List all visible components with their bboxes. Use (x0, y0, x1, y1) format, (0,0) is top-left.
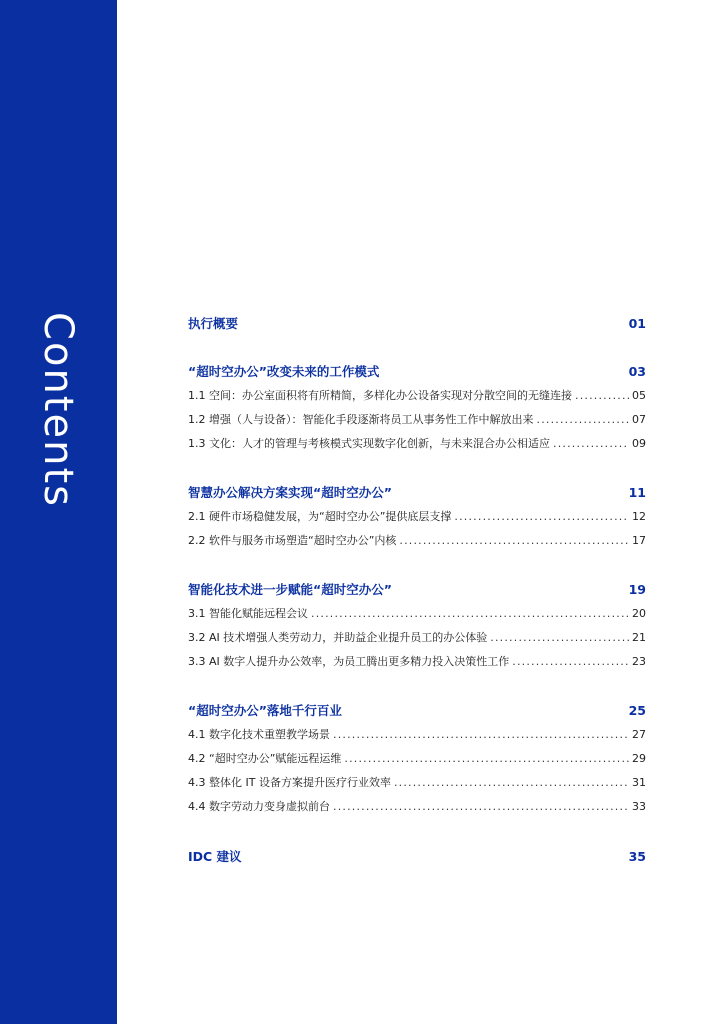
toc-page-number: 12 (632, 510, 646, 523)
toc-page-number: 33 (632, 800, 646, 813)
toc-section-1[interactable] (188, 362, 646, 380)
toc-item-4-3[interactable] (188, 774, 646, 790)
toc-item-1-3[interactable] (188, 435, 646, 451)
toc-section-title: 智能化技术进一步赋能“超时空办公” (188, 582, 392, 597)
toc-item-title: 4.3 整体化 IT 设备方案提升医疗行业效率 (188, 776, 391, 789)
toc-section-2[interactable] (188, 483, 646, 501)
toc-leader-dots (394, 776, 629, 789)
toc-page-number: 19 (628, 582, 646, 597)
toc-item-1-1[interactable] (188, 387, 646, 403)
sidebar-band (0, 0, 117, 1024)
toc-page-number: 07 (632, 413, 646, 426)
toc-item-3-3[interactable] (188, 653, 646, 669)
toc-leader-dots (537, 413, 630, 426)
toc-page-number: 21 (632, 631, 646, 644)
toc-page-number: 11 (628, 485, 646, 500)
toc-item-2-1[interactable] (188, 508, 646, 524)
toc-page-number: 29 (632, 752, 646, 765)
toc-item-title: 4.1 数字化技术重塑教学场景 (188, 728, 330, 741)
toc-page-number: 23 (632, 655, 646, 668)
toc-item-title: 1.1 空间：办公室面积将有所精简，多样化办公设备实现对分散空间的无缝连接 (188, 389, 572, 402)
toc-page-number: 31 (632, 776, 646, 789)
toc-section-title: 执行概要 (188, 316, 239, 331)
toc-leader-dots (333, 728, 629, 741)
toc-leader-dots (399, 534, 629, 547)
toc-item-title: 3.2 AI 技术增强人类劳动力，并助益企业提升员工的办公体验 (188, 631, 488, 644)
toc-section-0[interactable] (188, 314, 646, 332)
toc-page-number: 03 (628, 364, 646, 379)
toc-leader-dots (454, 510, 629, 523)
toc-page-number: 05 (632, 389, 646, 402)
contents-title: Contents (35, 312, 81, 508)
toc-section-3[interactable] (188, 580, 646, 598)
toc-section-5[interactable] (188, 847, 646, 865)
toc-item-title: 3.1 智能化赋能远程会议 (188, 607, 308, 620)
toc-page-number: 09 (632, 437, 646, 450)
toc-section-title: “超时空办公”改变未来的工作模式 (188, 364, 380, 379)
table-of-contents (188, 0, 646, 1024)
toc-leader-dots (333, 800, 629, 813)
toc-page-number: 20 (632, 607, 646, 620)
toc-page-number: 35 (628, 849, 646, 864)
toc-item-3-1[interactable] (188, 605, 646, 621)
toc-item-title: 3.3 AI 数字人提升办公效率，为员工腾出更多精力投入决策性工作 (188, 655, 510, 668)
toc-item-3-2[interactable] (188, 629, 646, 645)
toc-item-title: 1.2 增强（人与设备）：智能化手段逐渐将员工从事务性工作中解放出来 (188, 413, 534, 426)
toc-item-4-1[interactable] (188, 726, 646, 742)
toc-section-title: “超时空办公”落地千行百业 (188, 703, 342, 718)
toc-item-title: 2.1 硬件市场稳健发展，为“超时空办公”提供底层支撑 (188, 510, 452, 523)
toc-item-1-2[interactable] (188, 411, 646, 427)
toc-page-number: 25 (628, 703, 646, 718)
toc-section-title: IDC 建议 (188, 849, 242, 864)
toc-page-number: 01 (628, 316, 646, 331)
toc-item-title: 2.2 软件与服务市场塑造“超时空办公”内核 (188, 534, 397, 547)
toc-item-4-4[interactable] (188, 798, 646, 814)
toc-page-number: 17 (632, 534, 646, 547)
toc-leader-dots (344, 752, 629, 765)
toc-item-title: 4.4 数字劳动力变身虚拟前台 (188, 800, 330, 813)
toc-section-title: 智慧办公解决方案实现“超时空办公” (188, 485, 392, 500)
toc-item-title: 1.3 文化：人才的管理与考核模式实现数字化创新，与未来混合办公相适应 (188, 437, 550, 450)
toc-section-4[interactable] (188, 701, 646, 719)
toc-leader-dots (311, 607, 629, 620)
toc-leader-dots (490, 631, 629, 644)
toc-page-number: 27 (632, 728, 646, 741)
toc-leader-dots (512, 655, 629, 668)
toc-item-2-2[interactable] (188, 532, 646, 548)
toc-leader-dots (553, 437, 629, 450)
toc-item-4-2[interactable] (188, 750, 646, 766)
toc-leader-dots (575, 389, 629, 402)
toc-item-title: 4.2 “超时空办公”赋能远程运维 (188, 752, 342, 765)
